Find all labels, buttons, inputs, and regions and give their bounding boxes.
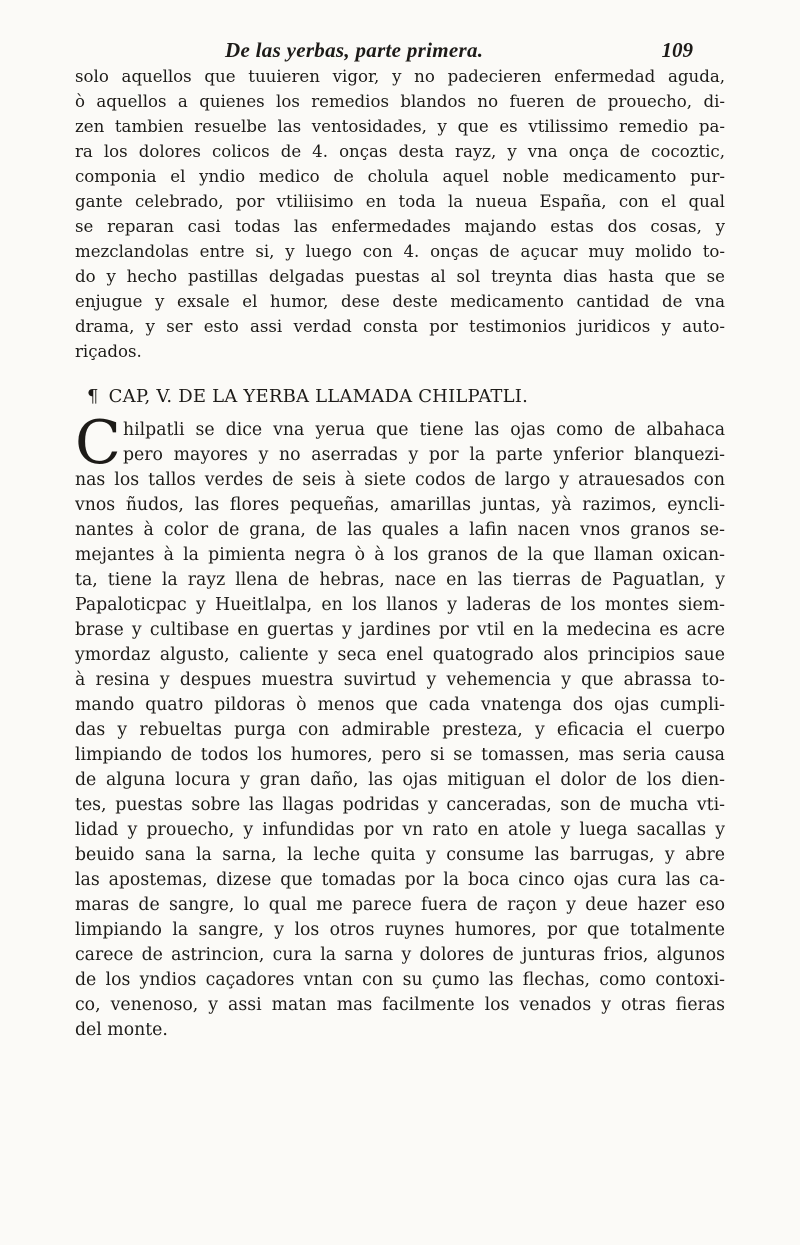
page-content xyxy=(75,30,725,1043)
text-line: drama, y ser esto assi verdad consta por testimonios juridicos y auto- xyxy=(75,317,725,336)
text-line: mezclandolas entre si, y luego con 4. onças de açucar muy molido to- xyxy=(75,242,725,261)
paragraph-chilpatli xyxy=(75,408,725,1043)
text-line: lidad y prouecho, y infundidas por vn rato en atole y luega sacallas y xyxy=(75,820,725,840)
text-line: das y rebueltas purga con admirable presteza, y eficacia el cuerpo xyxy=(75,720,725,740)
text-line: se reparan casi todas las enfermedades majando estas dos cosas, y xyxy=(75,217,725,236)
text-line: maras de sangre, lo qual me parece fuera de raçon y deue hazer eso xyxy=(75,895,725,915)
text-line: Papaloticpac y Hueitlalpa, en los llanos y laderas de los montes siem- xyxy=(75,595,725,615)
text-line: nantes à color de grana, de las quales a lafin nacen vnos granos se- xyxy=(75,520,725,540)
text-line: solo aquellos que tuuieren vigor, y no padecieren enfermedad aguda, xyxy=(75,67,725,86)
text-line: do y hecho pastillas delgadas puestas al sol treynta dias hasta que se xyxy=(75,267,725,286)
text-line: enjugue y exsale el humor, dese deste medicamento cantidad de vna xyxy=(75,292,725,311)
text-line: mejantes à la pimienta negra ò à los granos de la que llaman oxican- xyxy=(75,545,725,565)
text-line: ymordaz algusto, caliente y seca enel quatogrado alos principios saue xyxy=(75,645,725,665)
text-line: hilpatli se dice vna yerua que tiene las ojas como de albahaca xyxy=(123,420,725,440)
text-line: beuido sana la sarna, la leche quita y consume las barrugas, y abre xyxy=(75,845,725,865)
text-line: co, venenoso, y assi matan mas facilmente los venados y otras fieras xyxy=(75,995,725,1015)
text-line: limpiando de todos los humores, pero si se tomassen, mas seria causa xyxy=(75,745,725,765)
text-line: las apostemas, dizese que tomadas por la boca cinco ojas cura las ca- xyxy=(75,870,725,890)
text-line: de alguna locura y gran daño, las ojas mitiguan el dolor de los dien- xyxy=(75,770,725,790)
page-number: 109 xyxy=(661,38,693,62)
text-line: nas los tallos verdes de seis à siete codos de largo y atrauesados con xyxy=(75,470,725,490)
drop-cap: C xyxy=(75,408,121,478)
text-line: del monte. xyxy=(75,1020,168,1040)
text-line: de los yndios caçadores vntan con su çumo las flechas, como contoxi- xyxy=(75,970,725,990)
text-line: componia el yndio medico de cholula aquel noble medicamento pur- xyxy=(75,167,725,186)
chapter-heading xyxy=(87,384,725,409)
text-line: mando quatro pildoras ò menos que cada vnatenga dos ojas cumpli- xyxy=(75,695,725,715)
text-line: brase y cultibase en guertas y jardines por vtil en la medecina es acre xyxy=(75,620,725,640)
text-line: zen tambien resuelbe las ventosidades, y que es vtilissimo remedio pa- xyxy=(75,117,725,136)
pilcrow-icon: ¶ xyxy=(87,386,99,407)
paragraph-continued xyxy=(75,64,725,364)
text-line: gante celebrado, por vtiliisimo en toda la nueua España, con el qual xyxy=(75,192,725,211)
text-line: à resina y despues muestra suvirtud y vehemencia y que abrassa to- xyxy=(75,670,725,690)
text-line: tes, puestas sobre las llagas podridas y canceradas, son de mucha vti- xyxy=(75,795,725,815)
text-line: limpiando la sangre, y los otros ruynes humores, por que totalmente xyxy=(75,920,725,940)
text-line: pero mayores y no aserradas y por la parte ynferior blanquezi- xyxy=(123,445,725,465)
text-line: carece de astrincion, cura la sarna y dolores de junturas frios, algunos xyxy=(75,945,725,965)
text-line: ò aquellos a quienes los remedios blandos no fueren de prouecho, di- xyxy=(75,92,725,111)
text-line: ra los dolores colicos de 4. onças desta rayz, y vna onça de cocoztic, xyxy=(75,142,725,161)
text-line: ta, tiene la rayz llena de hebras, nace en las tierras de Paguatlan, y xyxy=(75,570,725,590)
text-line: vnos ñudos, las flores pequeñas, amarillas juntas, yà razimos, eyncli- xyxy=(75,495,725,515)
text-line: riçados. xyxy=(75,342,142,361)
running-head xyxy=(75,30,725,64)
chapter-heading-text: CAP, V. DE LA YERBA LLAMADA CHILPATLI. xyxy=(108,386,529,407)
running-title: De las yerbas, parte primera. xyxy=(225,38,484,62)
